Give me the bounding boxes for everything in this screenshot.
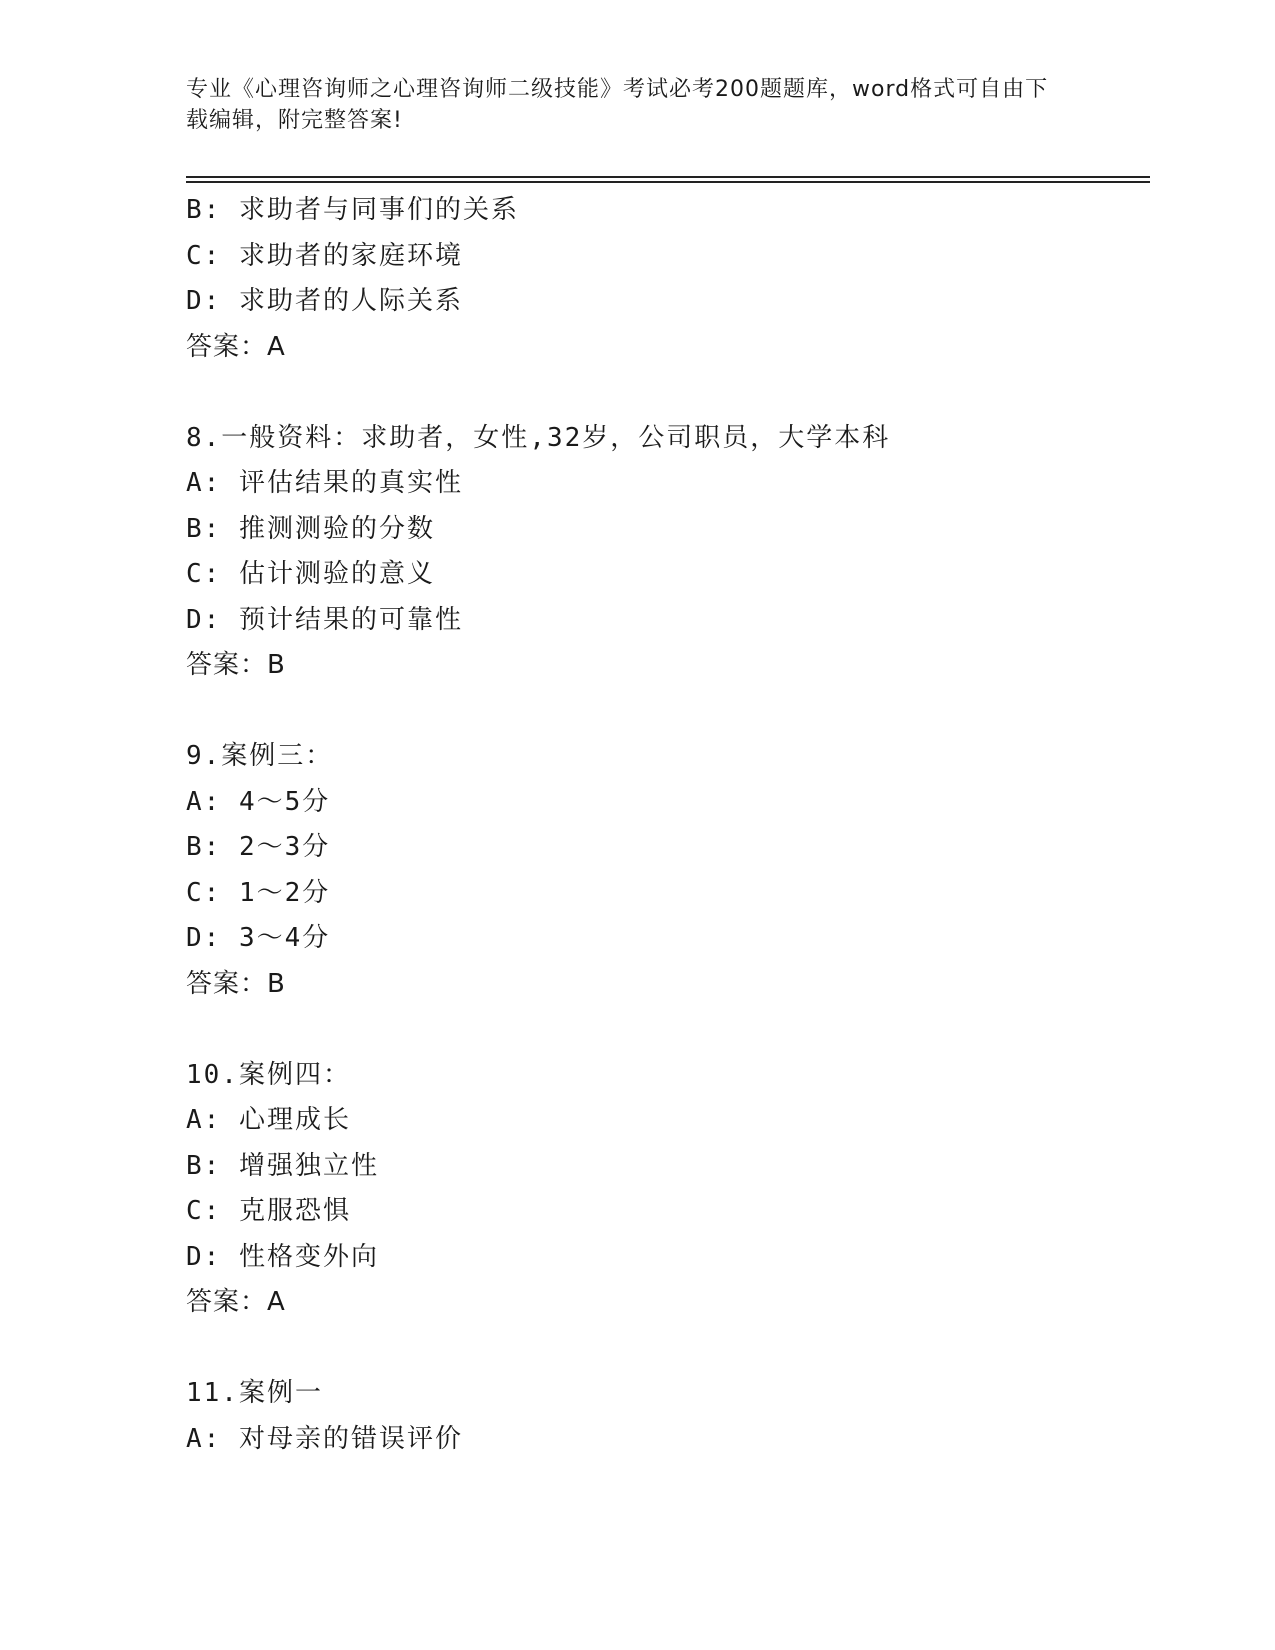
question-stem: 9.案例三： (186, 741, 334, 771)
spacer (186, 1007, 1150, 1053)
option-line: D: 预计结果的可靠性 (186, 604, 463, 635)
answer-line: 答案：A (186, 1287, 286, 1317)
option-line: A: 4～5分 (186, 786, 331, 817)
option-line: B: 推测测验的分数 (186, 513, 435, 544)
answer-line: 答案：A (186, 331, 286, 362)
question-stem: 8.一般资料：求助者，女性,32岁，公司职员，大学本科 (186, 422, 891, 453)
option-line: B: 增强独立性 (186, 1150, 379, 1181)
option-line: C: 求助者的家庭环境 (186, 240, 463, 271)
spacer (186, 1326, 1150, 1372)
question-list (186, 188, 1150, 1462)
header-rule-bottom (186, 181, 1150, 183)
option-line: B: 求助者与同事们的关系 (186, 195, 519, 225)
option-line: A: 评估结果的真实性 (186, 468, 463, 498)
option-line: A: 对母亲的错误评价 (186, 1423, 463, 1454)
option-line: D: 求助者的人际关系 (186, 286, 463, 316)
option-line: B: 2～3分 (186, 832, 331, 862)
option-line: D: 性格变外向 (186, 1241, 379, 1272)
header-text: 专业《心理咨询师之心理咨询师二级技能》考试必考200题题库，word格式可自由下载编辑，附完整答案! (186, 77, 1049, 133)
option-line: C: 估计测验的意义 (186, 559, 435, 589)
answer-line: 答案：B (186, 650, 286, 680)
spacer (186, 689, 1150, 735)
option-line: A: 心理成长 (186, 1105, 351, 1135)
option-line: C: 克服恐惧 (186, 1196, 351, 1226)
question-stem: 11.案例一 (186, 1378, 323, 1408)
option-line: D: 3～4分 (186, 923, 331, 953)
page-header (186, 74, 1066, 136)
spacer (186, 370, 1150, 416)
option-line: C: 1～2分 (186, 877, 331, 908)
header-rule-top (186, 176, 1150, 178)
question-stem: 10.案例四： (186, 1059, 351, 1090)
answer-line: 答案：B (186, 968, 286, 999)
